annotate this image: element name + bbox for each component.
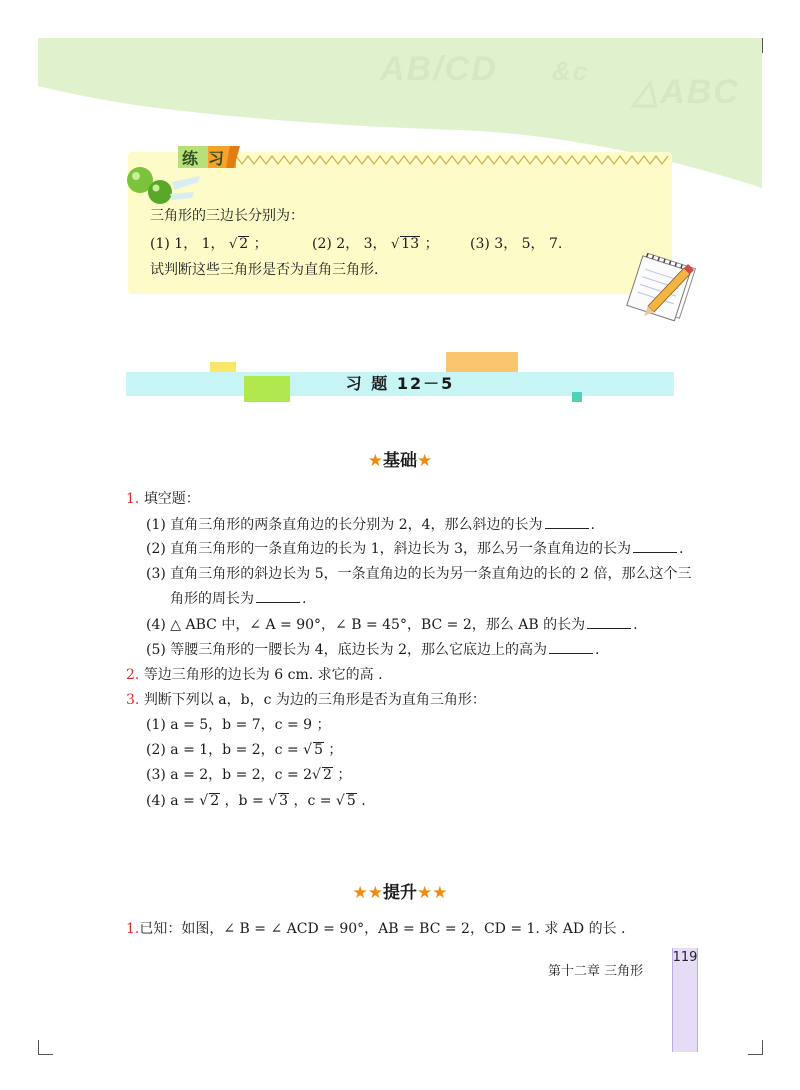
basic-q3-part2: (2) a = 1，b = 2，c = √ 5 ； bbox=[146, 742, 343, 758]
part-text: (2) 直角三角形的一条直角边的长为 1，斜边长为 3，那么另一条直角边的长为 bbox=[146, 541, 631, 557]
crop-mark-br bbox=[748, 1040, 763, 1055]
basic-q3-part3: (3) a = 2，b = 2，c = 2√ 2 ； bbox=[146, 767, 352, 783]
answer-blank[interactable] bbox=[633, 540, 677, 553]
part-text: (3) 直角三角形的斜边长为 5，一条直角边的长为另一条直角边的长的 2 倍，那么这个三 bbox=[146, 566, 692, 582]
question-text: 已知：如图，∠ B = ∠ ACD = 90°，AB = BC = 2，CD = 1. 求 AD 的长 . bbox=[139, 921, 626, 937]
advanced-label: 提升 bbox=[383, 883, 417, 903]
practice-item-3: (3) 3， 5， 7. bbox=[470, 236, 563, 252]
radicand: 2 bbox=[210, 793, 220, 809]
header-deco-text-1: AB/CD bbox=[380, 50, 498, 88]
radicand: 2 bbox=[322, 767, 332, 783]
basic-q1-part1 bbox=[146, 516, 595, 534]
basic-q1-part3-cont bbox=[170, 590, 306, 608]
question-number: 2. bbox=[126, 667, 140, 683]
part-text: (5) 等腰三角形的一腰长为 4，底边长为 2，那么它底边上的高为 bbox=[146, 642, 547, 658]
part-text: (2) a = 1，b = 2，c = bbox=[146, 742, 304, 758]
part-end: . bbox=[302, 591, 307, 607]
radicand: 5 bbox=[314, 742, 323, 758]
answer-blank[interactable] bbox=[587, 616, 631, 629]
answer-blank[interactable] bbox=[549, 641, 593, 654]
question-number: 1. bbox=[126, 921, 140, 937]
practice-item-2: (2) 2， 3， √ 13 ； bbox=[312, 236, 439, 252]
part-text: (4) a = bbox=[146, 793, 200, 809]
question-text: 判断下列以 a，b，c 为边的三角形是否为直角三角形： bbox=[143, 692, 486, 708]
header-deco-text-3: △ABC bbox=[632, 73, 740, 111]
practice-item-2-label: (2) 2， 3， bbox=[312, 236, 387, 252]
basic-q1-part3 bbox=[146, 565, 691, 583]
basic-q3-part4: (4) a = √ 2 ，b = √ 3 ，c = √ 5 . bbox=[146, 793, 366, 809]
chapter-label: 第十二章 三角形 bbox=[548, 964, 644, 979]
part-end: ； bbox=[332, 767, 352, 783]
part-text: (1) 直角三角形的两条直角边的长分别为 2，4，那么斜边的长为 bbox=[146, 517, 543, 533]
basic-q2 bbox=[126, 666, 383, 684]
crop-mark-bl bbox=[38, 1040, 53, 1055]
answer-blank[interactable] bbox=[545, 516, 589, 529]
question-text: 填空题： bbox=[143, 491, 200, 507]
basic-label: 基础 bbox=[383, 451, 417, 471]
part-end: . bbox=[633, 617, 638, 633]
basic-q1 bbox=[126, 490, 200, 508]
star-icon: ★ bbox=[367, 451, 383, 471]
notebook-pencil-icon bbox=[624, 252, 704, 324]
advanced-heading bbox=[0, 878, 800, 903]
question-text: 等边三角形的边长为 6 cm. 求它的高 . bbox=[143, 667, 383, 683]
part-end: . bbox=[595, 642, 600, 658]
star-icon: ★ bbox=[432, 883, 448, 903]
practice-title: 练习 bbox=[182, 149, 235, 168]
practice-item-2-end: ； bbox=[424, 236, 439, 252]
basic-q3 bbox=[126, 691, 486, 709]
answer-blank[interactable] bbox=[256, 590, 300, 603]
part-text: (4) △ ABC 中，∠ A = 90°，∠ B = 45°，BC = 2，那么 AB 的长为 bbox=[146, 617, 586, 633]
basic-heading bbox=[0, 446, 800, 471]
header-deco-text-2: &c bbox=[552, 56, 590, 86]
star-icon: ★ bbox=[352, 883, 368, 903]
question-number: 3. bbox=[126, 692, 140, 708]
part-mid: ，b = bbox=[220, 793, 269, 809]
star-icon: ★ bbox=[417, 451, 433, 471]
star-icon: ★ bbox=[367, 883, 383, 903]
basic-q1-part2 bbox=[146, 540, 683, 558]
part-text: 角形的周长为 bbox=[170, 591, 254, 607]
basic-q3-part1 bbox=[146, 716, 331, 734]
part-end: . bbox=[679, 541, 684, 557]
part-end: . bbox=[356, 793, 366, 809]
basic-q1-part5 bbox=[146, 641, 599, 659]
part-end: . bbox=[590, 517, 595, 533]
practice-item-1-label: (1) 1， 1， bbox=[150, 236, 225, 252]
practice-item-1: (1) 1， 1， √ 2 ； bbox=[150, 236, 268, 252]
practice-item-1-end: ； bbox=[253, 236, 268, 252]
section-title: 习 题 12－5 bbox=[345, 374, 455, 393]
practice-item-1-radicand: 2 bbox=[239, 236, 249, 252]
practice-zigzag-border bbox=[236, 152, 672, 166]
radicand: 3 bbox=[279, 793, 288, 809]
part-text: (1) a = 5，b = 7，c = 9 ； bbox=[146, 717, 331, 733]
practice-item-2-radicand: 13 bbox=[401, 236, 420, 252]
question-number: 1. bbox=[126, 491, 140, 507]
practice-question: 试判断这些三角形是否为直角三角形. bbox=[150, 262, 379, 278]
basic-q1-part4 bbox=[146, 616, 638, 634]
advanced-q1 bbox=[126, 920, 625, 938]
part-end: ； bbox=[323, 742, 343, 758]
deco-square-orange bbox=[446, 352, 518, 372]
star-icon: ★ bbox=[417, 883, 433, 903]
part-mid: ，c = bbox=[289, 793, 336, 809]
radicand: 5 bbox=[346, 793, 356, 809]
part-text: (3) a = 2，b = 2，c = 2 bbox=[146, 767, 313, 783]
practice-intro: 三角形的三边长分别为： bbox=[150, 208, 304, 224]
page-number: 119 bbox=[672, 950, 698, 965]
